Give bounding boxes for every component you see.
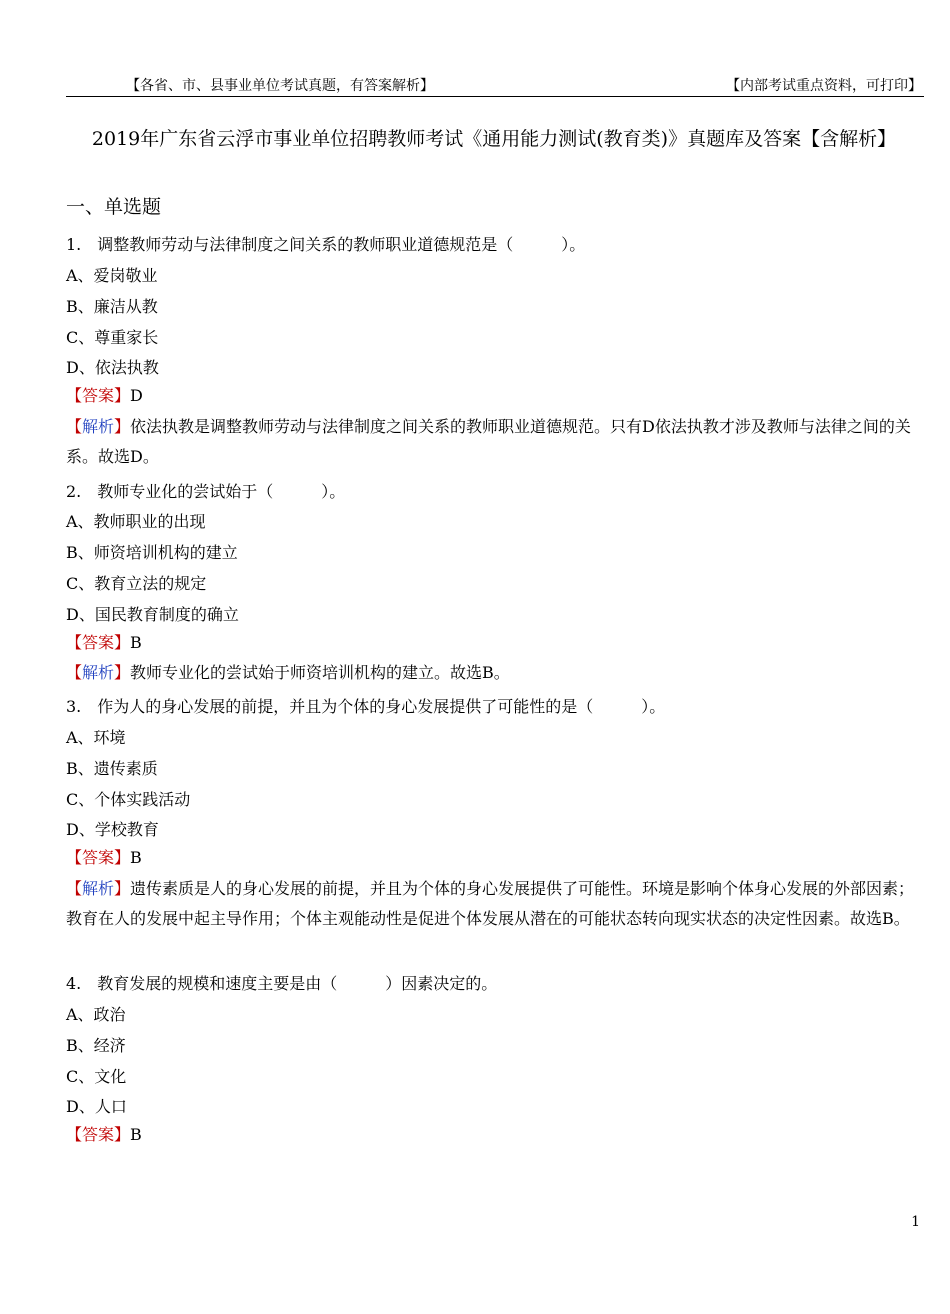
question-3-option-a: A、环境 xyxy=(66,728,126,747)
question-3-option-b: B、遗传素质 xyxy=(66,759,158,778)
question-2-answer xyxy=(66,631,142,655)
explanation-tag: 【解析】 xyxy=(66,663,131,682)
question-1-option-b: B、廉洁从教 xyxy=(66,297,158,316)
question-1-option-c: C、尊重家长 xyxy=(66,328,159,347)
document-title: 2019年广东省云浮市事业单位招聘教师考试《通用能力测试(教育类)》真题库及答案【含解析】 xyxy=(91,128,897,150)
answer-tag: 【答案】 xyxy=(66,1125,131,1144)
question-4-option-a: A、政治 xyxy=(66,1005,126,1024)
question-4-option-c: C、文化 xyxy=(66,1067,127,1086)
question-1-stem: 1. 调整教师劳动与法律制度之间关系的教师职业道德规范是（ ）。 xyxy=(66,235,586,254)
question-4-option-d: D、人口 xyxy=(66,1097,127,1116)
question-3-option-d: D、学校教育 xyxy=(66,820,159,839)
explanation-tag: 【解析】 xyxy=(66,417,131,436)
question-2-explanation-text: 教师专业化的尝试始于师资培训机构的建立。故选B。 xyxy=(130,663,510,682)
question-1-option-d: D、依法执教 xyxy=(66,358,159,377)
header-divider xyxy=(66,96,924,97)
question-2-option-a: A、教师职业的出现 xyxy=(66,512,206,531)
question-3-answer-value: B xyxy=(130,848,142,867)
question-2-stem: 2. 教师专业化的尝试始于（ ）。 xyxy=(66,482,346,501)
header-left-text: 【各省、市、县事业单位考试真题，有答案解析】 xyxy=(126,78,434,94)
question-1-answer xyxy=(66,384,143,408)
page-number: 1 xyxy=(911,1214,920,1230)
page-header xyxy=(66,76,922,96)
answer-tag: 【答案】 xyxy=(66,633,131,652)
question-3-option-c: C、个体实践活动 xyxy=(66,790,191,809)
question-2-option-b: B、师资培训机构的建立 xyxy=(66,543,238,562)
explanation-tag: 【解析】 xyxy=(66,879,131,898)
question-4-answer xyxy=(66,1123,142,1147)
question-1-option-a: A、爱岗敬业 xyxy=(66,266,158,285)
question-1-answer-value: D xyxy=(130,386,143,405)
question-2-option-c: C、教育立法的规定 xyxy=(66,574,207,593)
question-4-stem: 4. 教育发展的规模和速度主要是由（ ）因素决定的。 xyxy=(66,974,498,993)
question-1-explanation-text: 依法执教是调整教师劳动与法律制度之间关系的教师职业道德规范。只有D依法执教才涉及教师与法律之间的关系。故选D。 xyxy=(66,417,911,466)
header-right-text: 【内部考试重点资料，可打印】 xyxy=(726,78,922,94)
question-3-explanation-text: 遗传素质是人的身心发展的前提，并且为个体的身心发展提供了可能性。环境是影响个体身心发展的外部因素；教育在人的发展中起主导作用；个体主观能动性是促进个体发展从潜在的可能状态转向现实状态的决定性因素。故选B。 xyxy=(66,879,915,928)
question-2-explanation xyxy=(66,661,510,685)
question-3-answer xyxy=(66,846,142,870)
question-3-explanation xyxy=(66,874,918,934)
question-3-stem: 3. 作为人的身心发展的前提，并且为个体的身心发展提供了可能性的是（ ）。 xyxy=(66,697,666,716)
question-2-option-d: D、国民教育制度的确立 xyxy=(66,605,239,624)
question-2-answer-value: B xyxy=(130,633,142,652)
answer-tag: 【答案】 xyxy=(66,386,131,405)
question-4-option-b: B、经济 xyxy=(66,1036,126,1055)
question-4-answer-value: B xyxy=(130,1125,142,1144)
answer-tag: 【答案】 xyxy=(66,848,131,867)
question-1-explanation xyxy=(66,412,918,472)
section-heading: 一、单选题 xyxy=(66,196,162,218)
